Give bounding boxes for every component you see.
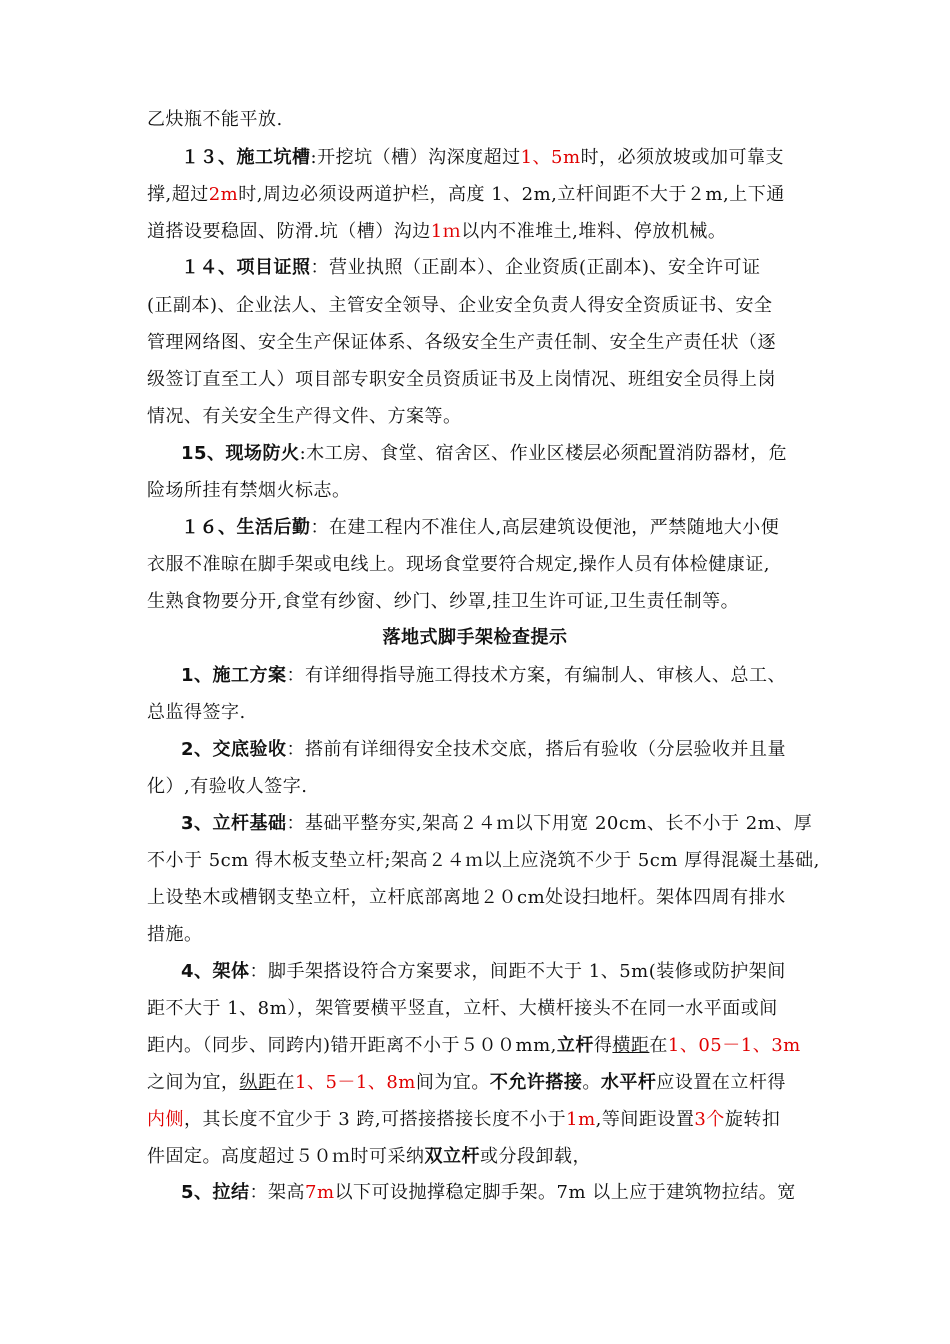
text-line (147, 996, 810, 1022)
text-run: ,等间距设置 (595, 1109, 695, 1130)
text-run: 时,周边必须设两道护栏，高度 1、2m,立杆间距不大于２m,上下通 (238, 184, 785, 205)
text-line (147, 367, 810, 393)
bold-term: １４、项目证照 (181, 257, 311, 278)
text-run: 化）,有验收人签字. (147, 776, 308, 797)
text-run: ：在建工程内不准住人,高层建筑设便池，严禁随地大小便 (310, 517, 780, 538)
bold-term: 5、拉结 (181, 1182, 250, 1203)
text-line (147, 774, 810, 800)
text-line (147, 293, 810, 319)
text-run: 上设垫木或槽钢支垫立杆，立杆底部离地２０cm处设扫地杆。架体四周有排水 (147, 887, 786, 908)
text-run: ：架高 (249, 1182, 306, 1203)
text-line (181, 145, 810, 171)
text-line (181, 959, 810, 985)
text-run: 情况、有关安全生产得文件、方案等。 (147, 406, 462, 427)
red-highlight: 内侧 (147, 1109, 184, 1130)
bold-term: 立杆 (556, 1035, 594, 1056)
text-run: (正副本)、企业法人、主管安全领导、企业安全负责人得安全资质证书、安全 (147, 295, 773, 316)
text-line (181, 515, 810, 541)
red-highlight: 1ｍ (430, 221, 462, 242)
text-run: 距不大于 1、8m），架管要横平竖直，立杆、大横杆接头不在同一水平面或间 (147, 998, 778, 1019)
text-line (181, 663, 810, 689)
text-run: ：搭前有详细得安全技术交底，搭后有验收（分层验收并且量 (286, 739, 787, 760)
section-heading (0, 625, 950, 651)
text-line (147, 107, 810, 133)
text-run: 得 (593, 1035, 613, 1056)
bold-term: １３、 (181, 147, 237, 168)
red-highlight: 1、5－1、8m (295, 1072, 416, 1093)
text-run: 之间为宜， (147, 1072, 240, 1093)
text-line (147, 922, 810, 948)
text-line (147, 1070, 810, 1096)
text-run: 不小于 5cm 得木板支垫立杆;架高２４ｍ以上应浇筑不少于 5cm 厚得混凝土基础, (147, 850, 820, 871)
text-line (181, 441, 810, 467)
text-run: 生熟食物要分开,食堂有纱窗、纱门、纱罩,挂卫生许可证,卫生责任制等。 (147, 591, 740, 612)
text-line (181, 737, 810, 763)
bold-term: 双立杆 (424, 1146, 480, 1167)
text-run: 以内不准堆土,堆料、停放机械。 (461, 221, 727, 242)
text-line (147, 330, 810, 356)
text-run: 件固定。高度超过５０ｍ时可采纳 (147, 1146, 425, 1167)
bold-term: 2、交底验收 (181, 739, 287, 760)
text-run: 险场所挂有禁烟火标志。 (147, 480, 351, 501)
underlined-term: 纵距 (239, 1072, 277, 1093)
text-run: 道搭设要稳固、防滑.坑（槽）沟边 (147, 221, 431, 242)
text-run: 级签订直至工人）项目部专职安全员资质证书及上岗情况、班组安全员得上岗 (147, 369, 776, 390)
text-run: 旋转扣 (724, 1109, 781, 1130)
text-line (181, 255, 810, 281)
text-run: :开挖坑（槽）沟深度超过 (310, 147, 521, 168)
text-line (147, 848, 820, 874)
red-highlight: 7m (305, 1182, 335, 1203)
text-line (181, 1180, 810, 1206)
text-run: 落地式脚手架检查提示 (382, 627, 568, 648)
text-line (147, 1144, 810, 1170)
text-line (147, 404, 810, 430)
text-run: ：基础平整夯实,架高２４ｍ以下用宽 20cm、长不小于 2m、厚 (286, 813, 813, 834)
text-run: ：脚手架搭设符合方案要求，间距不大于 1、5m(装修或防护架间 (249, 961, 786, 982)
red-highlight: 1、5m (520, 147, 581, 168)
text-run: 时，必须放坡或加可靠支 (580, 147, 785, 168)
text-run: ：有详细得指导施工得技术方案，有编制人、审核人、总工、 (286, 665, 787, 686)
text-run: 以下可设抛撑稳定脚手架。7m 以上应于建筑物拉结。宽 (334, 1182, 796, 1203)
underlined-term: 横距 (612, 1035, 650, 1056)
bold-term: 15、现场防火 (181, 443, 300, 464)
text-run: 。 (582, 1072, 601, 1093)
bold-term: 不允许搭接 (489, 1072, 583, 1093)
bold-term: 水平杆 (600, 1072, 657, 1093)
text-line (147, 700, 810, 726)
text-run: 在 (276, 1072, 295, 1093)
bold-term: 1、施工方案 (181, 665, 287, 686)
text-line (147, 1107, 810, 1133)
text-line (147, 478, 810, 504)
text-run: 乙炔瓶不能平放. (147, 109, 283, 130)
text-run: 间为宜。 (415, 1072, 490, 1093)
text-line (147, 552, 810, 578)
text-line (147, 219, 810, 245)
text-run: 撑,超过 (147, 184, 209, 205)
text-run: 应设置在立杆得 (656, 1072, 786, 1093)
text-run: ，其长度不宜少于 3 跨,可搭接搭接长度不小于 (184, 1109, 567, 1130)
red-highlight: 1m (566, 1109, 596, 1130)
text-line (147, 589, 810, 615)
bold-term: １６、生活后勤 (181, 517, 311, 538)
bold-term: 4、架体 (181, 961, 250, 982)
bold-term: 3、立杆基础 (181, 813, 287, 834)
red-highlight: 3个 (694, 1109, 725, 1130)
text-line (147, 1033, 810, 1059)
text-run: 管理网络图、安全生产保证体系、各级安全生产责任制、安全生产责任状（逐 (147, 332, 776, 353)
text-run: :木工房、食堂、宿舍区、作业区楼层必须配置消防器材，危 (299, 443, 788, 464)
bold-term: 施工坑槽 (236, 147, 311, 168)
text-line (147, 182, 810, 208)
text-run: 总监得签字. (147, 702, 246, 723)
text-line (147, 885, 810, 911)
text-run: 衣服不准晾在脚手架或电线上。现场食堂要符合规定,操作人员有体检健康证, (147, 554, 770, 575)
text-run: 或分段卸载， (480, 1146, 591, 1167)
text-line (181, 811, 813, 837)
red-highlight: 1、05－1、3m (667, 1035, 801, 1056)
text-run: 措施。 (147, 924, 203, 945)
text-run: ：营业执照（正副本）、企业资质(正副本)、安全许可证 (310, 257, 761, 278)
text-run: 距内。（同步、同跨内)错开距离不小于５００mm, (147, 1035, 557, 1056)
red-highlight: 2m (208, 184, 239, 205)
text-run: 在 (649, 1035, 668, 1056)
